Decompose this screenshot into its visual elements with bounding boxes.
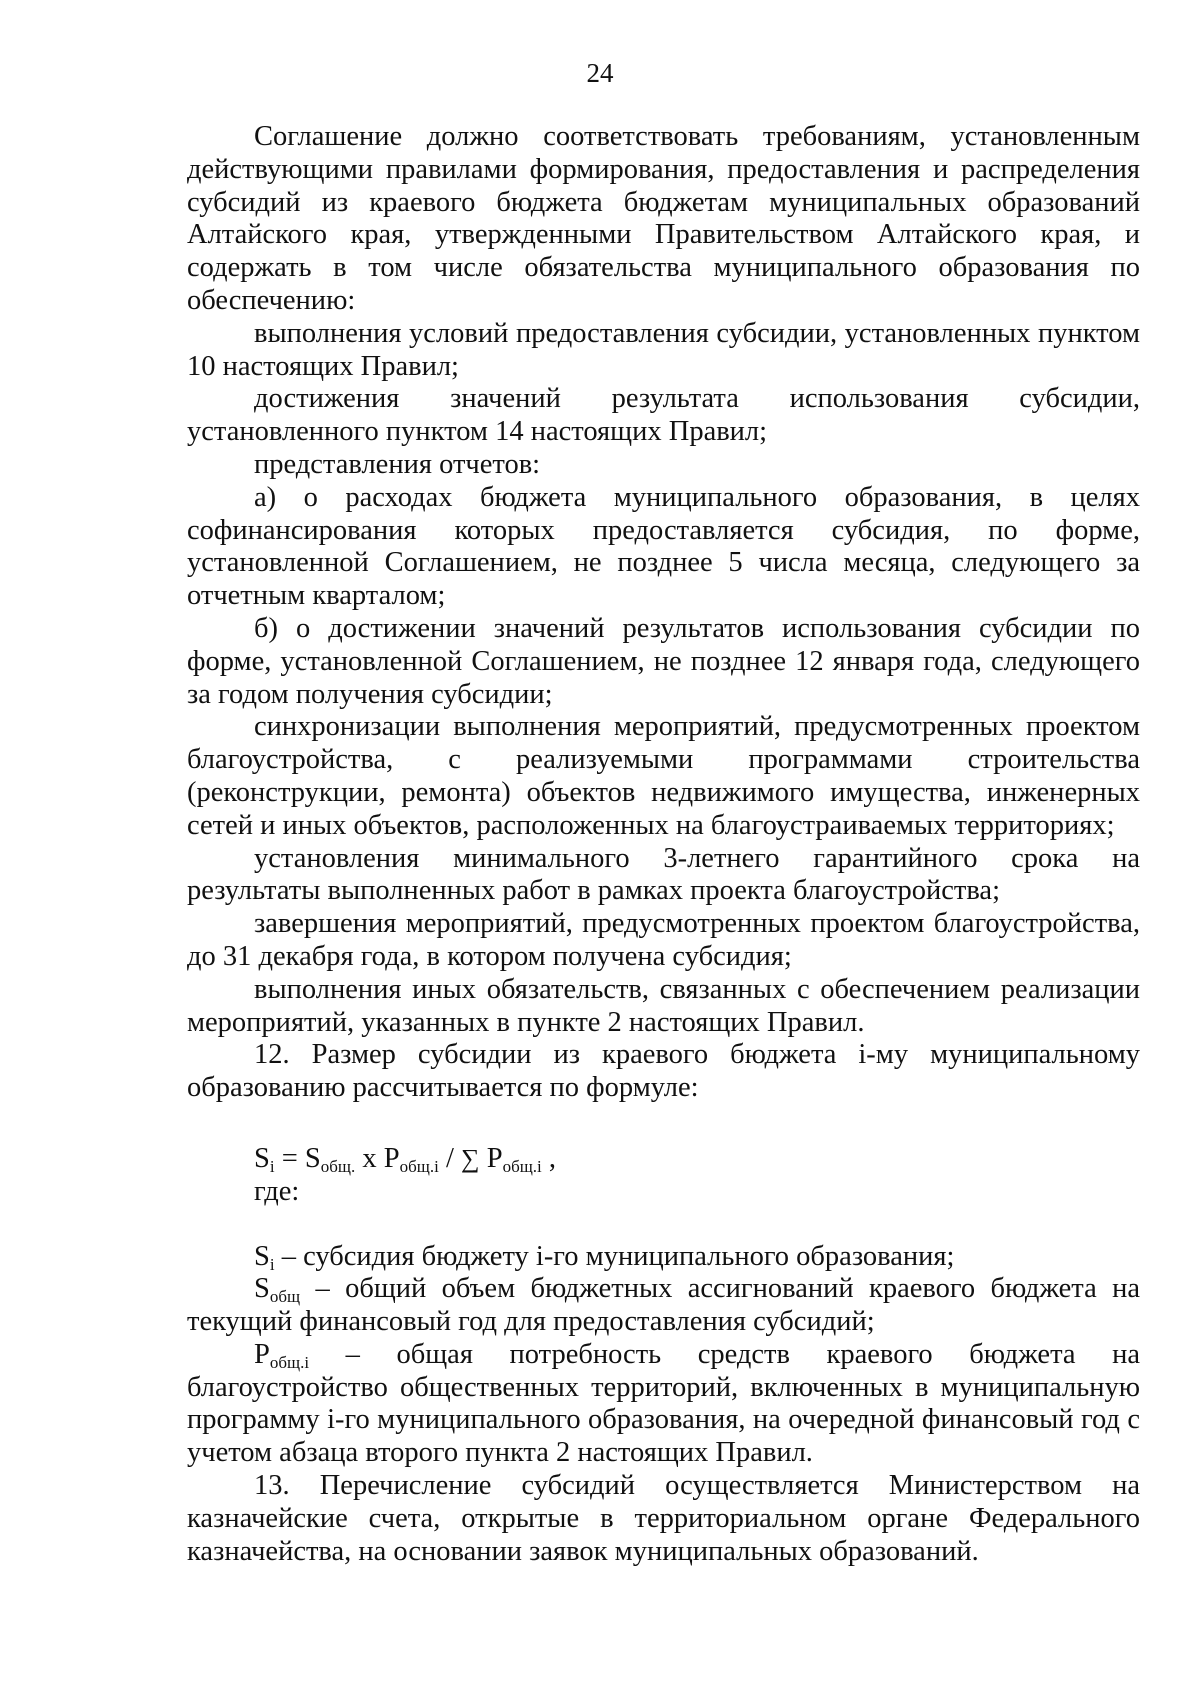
- formula-p2: P: [479, 1142, 503, 1174]
- formula-where: где:: [254, 1175, 300, 1207]
- definition-text: – общий объем бюджетных ассигнований краевого бюджета на текущий финансовый год для предоставления субсидий;: [187, 1273, 1140, 1338]
- paragraph-agreement: Соглашение должно соответствовать требованиям, установленным действующими правилами формирования, предоставления и распределения субсидий из краевого бюджета бюджетам муниципальных образований Алтайского края, утвержденными Правительством Алтайского края, и содержать в том числе обязательства муниципального образования по обеспечению:: [187, 121, 1140, 316]
- paragraph-report-b: б) о достижении значений результатов использования субсидии по форме, установленной Соглашением, не позднее 12 января года, следующего за годом получения субсидии;: [187, 612, 1140, 710]
- formula-comma: ,: [541, 1142, 557, 1174]
- paragraph-other-obligations: выполнения иных обязательств, связанных с обеспечением реализации мероприятий, указанных в пункте 2 настоящих Правил.: [187, 973, 1140, 1038]
- paragraph-report-a: а) о расходах бюджета муниципального образования, в целях софинансирования которых предоставляется субсидия, по форме, установленной Соглашением, не позднее 5 числа месяца, следующего за отчетным кварталом;: [187, 481, 1140, 612]
- paragraph-warranty: установления минимального 3-летнего гарантийного срока на результаты выполненных работ в рамках проекта благоустройства;: [187, 842, 1140, 907]
- formula-times: x: [355, 1142, 384, 1174]
- formula-p2-sub: общ.i: [502, 1156, 542, 1176]
- formula-eq: =: [274, 1142, 305, 1174]
- definition-si: [187, 1241, 1140, 1274]
- paragraph-reports: представления отчетов:: [254, 448, 541, 480]
- document-body: [187, 121, 1140, 1568]
- subsidy-formula: [254, 1143, 1140, 1176]
- paragraph-completion: завершения мероприятий, предусмотренных проектом благоустройства, до 31 декабря года, в котором получена субсидия;: [187, 908, 1140, 972]
- definition-symbol: P: [254, 1338, 270, 1370]
- page-number: 24: [586, 58, 614, 88]
- definition-subscript: общ.i: [269, 1352, 310, 1372]
- definition-sobsh: [187, 1273, 1140, 1339]
- paragraph-synchronization: синхронизации выполнения мероприятий, предусмотренных проектом благоустройства, с реализуемыми программами строительства (реконструкции, ремонта) объектов недвижимого имущества, инженерных сетей и иных объектов, расположенных на благоустраиваемых территориях;: [187, 711, 1140, 841]
- formula-p-sub: общ.i: [399, 1156, 439, 1176]
- definition-pobsh: [187, 1339, 1140, 1470]
- definition-symbol: S: [254, 1240, 270, 1272]
- formula-s-sub: i: [269, 1156, 275, 1176]
- definition-text: – субсидия бюджету i-го муниципального образования;: [274, 1240, 955, 1272]
- formula-slash: /: [438, 1142, 462, 1174]
- definition-subscript: общ: [269, 1287, 301, 1307]
- formula-sum-symbol: ∑: [461, 1143, 480, 1173]
- formula-total-sub: общ.: [320, 1156, 356, 1176]
- definition-text: – общая потребность средств краевого бюджета на благоустройство общественных территорий, включенных в муниципальную программу i-го муниципального образования, на очередной финансовый год с учетом абзаца второго пункта 2 настоящих Правил.: [187, 1338, 1140, 1469]
- definition-subscript: i: [269, 1254, 275, 1274]
- definition-symbol: S: [254, 1273, 270, 1305]
- paragraph-conditions: выполнения условий предоставления субсидии, установленных пунктом 10 настоящих Правил;: [187, 317, 1140, 382]
- formula-total: S: [304, 1142, 321, 1174]
- paragraph-item-13: 13. Перечисление субсидий осуществляется Министерством на казначейские счета, открытые в территориальном органе Федерального казначейства, на основании заявок муниципальных образований.: [187, 1470, 1140, 1567]
- paragraph-item-12: 12. Размер субсидии из краевого бюджета i-му муниципальному образованию рассчитывается по формуле:: [187, 1039, 1140, 1104]
- formula-p: P: [383, 1142, 400, 1174]
- formula-s: S: [254, 1142, 270, 1174]
- paragraph-results: достижения значений результата использования субсидии, установленного пунктом 14 настоящих Правил;: [187, 383, 1140, 448]
